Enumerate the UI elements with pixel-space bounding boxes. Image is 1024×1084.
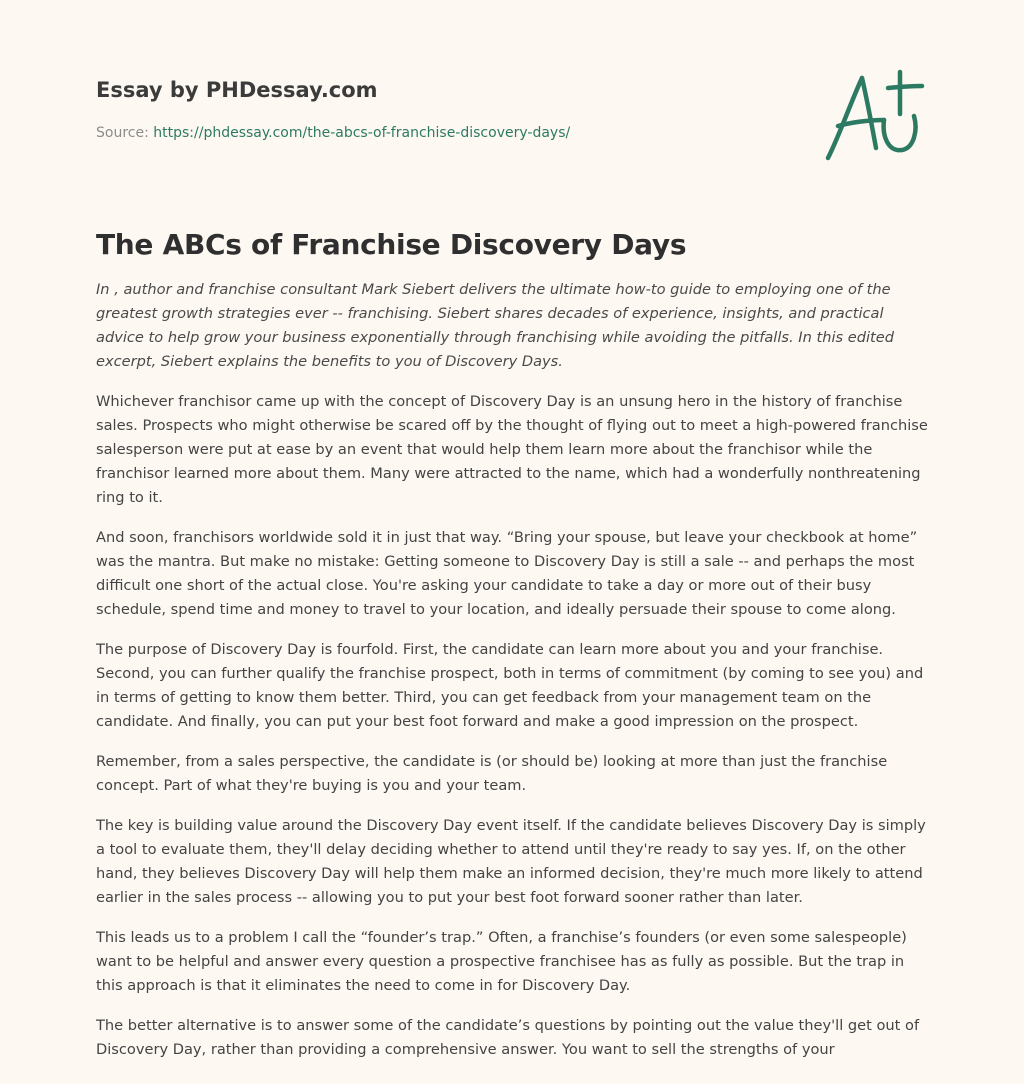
article-paragraph: The key is building value around the Discovery Day event itself. If the candidate believes Discovery Day is simply a tool to evaluate them, they'll delay deciding whether to attend until they're ready to say yes. If, on the other hand, they believes Discovery Day will help them make an informed decision, they're much more likely to attend earlier in the sales process -- allowing you to put your best foot forward sooner rather than later. [96, 817, 926, 906]
source-label: Source: [96, 125, 149, 141]
a-plus-logo-icon [818, 64, 930, 164]
article-intro: In , author and franchise consultant Mark Siebert delivers the ultimate how-to guide to employing one of the greatest growth strategies ever -- franchising. Siebert shares decades of experience, insights, and practical advice to help grow your business exponentially through franchising while avoiding the pitfalls. In this edited excerpt, Siebert explains the benefits to you of Discovery Days. [96, 281, 895, 370]
article-paragraph: Whichever franchisor came up with the concept of Discovery Day is an unsung hero in the history of franchise sales. Prospects who might otherwise be scared off by the thought of flying out to meet a high-powered franchise salesperson were put at ease by an event that would help them learn more about the franchisor while the franchisor learned more about them. Many were attracted to the name, which had a wonderfully nonthreatening ring to it. [96, 393, 928, 506]
article-title: The ABCs of Franchise Discovery Days [96, 228, 687, 261]
article-paragraph: Remember, from a sales perspective, the candidate is (or should be) looking at more than just the franchise concept. Part of what they're buying is you and your team. [96, 753, 888, 794]
source-link[interactable]: https://phdessay.com/the-abcs-of-franchise-discovery-days/ [153, 125, 571, 141]
source-line [96, 123, 796, 143]
article-paragraph: And soon, franchisors worldwide sold it in just that way. “Bring your spouse, but leave your checkbook at home” was the mantra. But make no mistake: Getting someone to Discovery Day is still a sale -- and perhaps the most difficult one short of the actual close. You're asking your candidate to take a day or more out of their busy schedule, spend time and money to travel to your location, and ideally persuade their spouse to come along. [96, 529, 918, 618]
article [96, 226, 928, 1078]
header [96, 76, 796, 143]
article-paragraph: This leads us to a problem I call the “founder’s trap.” Often, a franchise’s founders (or even some salespeople) want to be helpful and answer every question a prospective franchisee has as fully as possible. But the trap in this approach is that it eliminates the need to come in for Discovery Day. [96, 929, 907, 994]
site-title: Essay by PHDessay.com [96, 78, 378, 102]
article-paragraph: The better alternative is to answer some of the candidate’s questions by pointing out the value they'll get out of Discovery Day, rather than providing a comprehensive answer. You want to sell the strengths of your [96, 1017, 920, 1058]
article-paragraph: The purpose of Discovery Day is fourfold. First, the candidate can learn more about you and your franchise. Second, you can further qualify the franchise prospect, both in terms of commitment (by coming to see you) and in terms of getting to know them better. Third, you can get feedback from your management team on the candidate. And finally, you can put your best foot forward and make a good impression on the prospect. [96, 641, 924, 730]
